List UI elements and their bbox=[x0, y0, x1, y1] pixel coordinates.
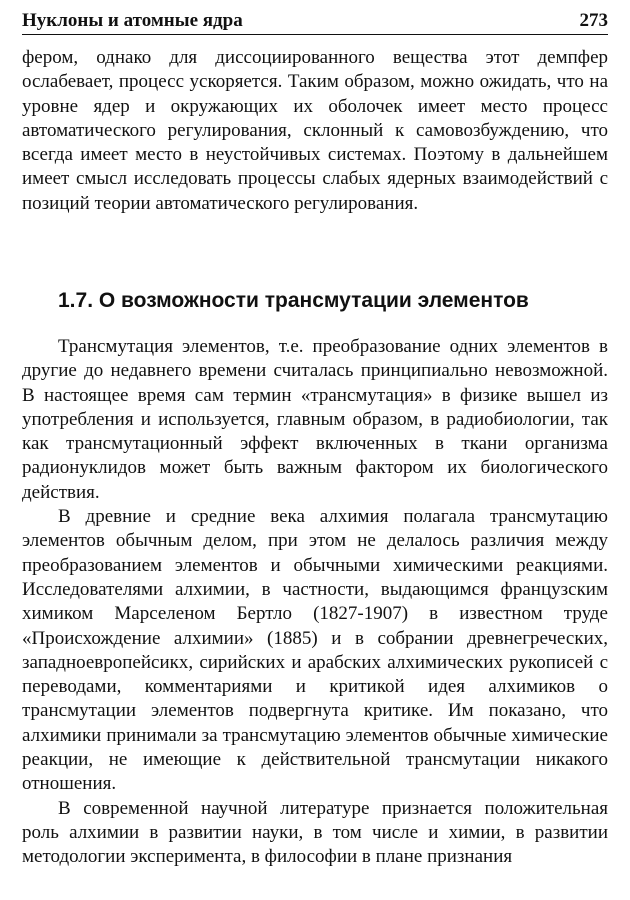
running-title: Нуклоны и атомные ядра bbox=[22, 10, 243, 31]
paragraph: В современной научной литературе признается положительная роль алхимии в развитии науки, в том числе и химии, в развитии методологии эксперимента, в философии в плане признания bbox=[22, 797, 608, 868]
section-body bbox=[22, 335, 608, 870]
header-rule bbox=[22, 34, 608, 35]
section-heading: 1.7. О возможности трансмутации элементов bbox=[58, 289, 529, 312]
paragraph: В древние и средние века алхимия полагала трансмутацию элементов обычным делом, при этом не делалось различия между преобразованием элементов и обычными химическими реакциями. Исследователями алхимии, в частности, выдающимся французским химиком Марселеном Бертло (1827-1907) в известном труде «Происхождение алхимии» (1885) и в собрании древнегреческих, западноевропейсикх, сирийских и арабских алхимических рукописей с переводами, комментариями и критикой идея алхимиков о трансмутации элементов подвергнута критике. Им показано, что алхимики принимали за трансмутацию элементов обычные химические реакции, не имеющие к действительной трансмутации никакого отношения. bbox=[22, 506, 608, 795]
continued-text-block bbox=[22, 46, 608, 216]
continued-paragraph: фером, однако для диссоциированного вещества этот демпфер ослабевает, процесс ускоряется. Таким образом, можно ожидать, что на уровне ядер и окружающих их оболочек имеет место процесс автоматического регулирования, склонный к самовозбуждению, что всегда имеет место в неустойчивых системах. Поэтому в дальнейшем имеет смысл исследовать процессы слабых ядерных взаимодействий с позиций теории автоматического регулирования. bbox=[22, 47, 608, 214]
running-header bbox=[22, 8, 608, 32]
paragraph: Трансмутация элементов, т.е. преобразование одних элементов в другие до недавнего времени считалась принципиально невозможной. В настоящее время сам термин «трансмутация» в физике вышел из употребления и используется, главным образом, в радиобиологии, так как трансмутационный эффект включенных в ткани организма радионуклидов может быть важным фактором их биологического действия. bbox=[22, 336, 608, 503]
page-number: 273 bbox=[579, 10, 608, 31]
